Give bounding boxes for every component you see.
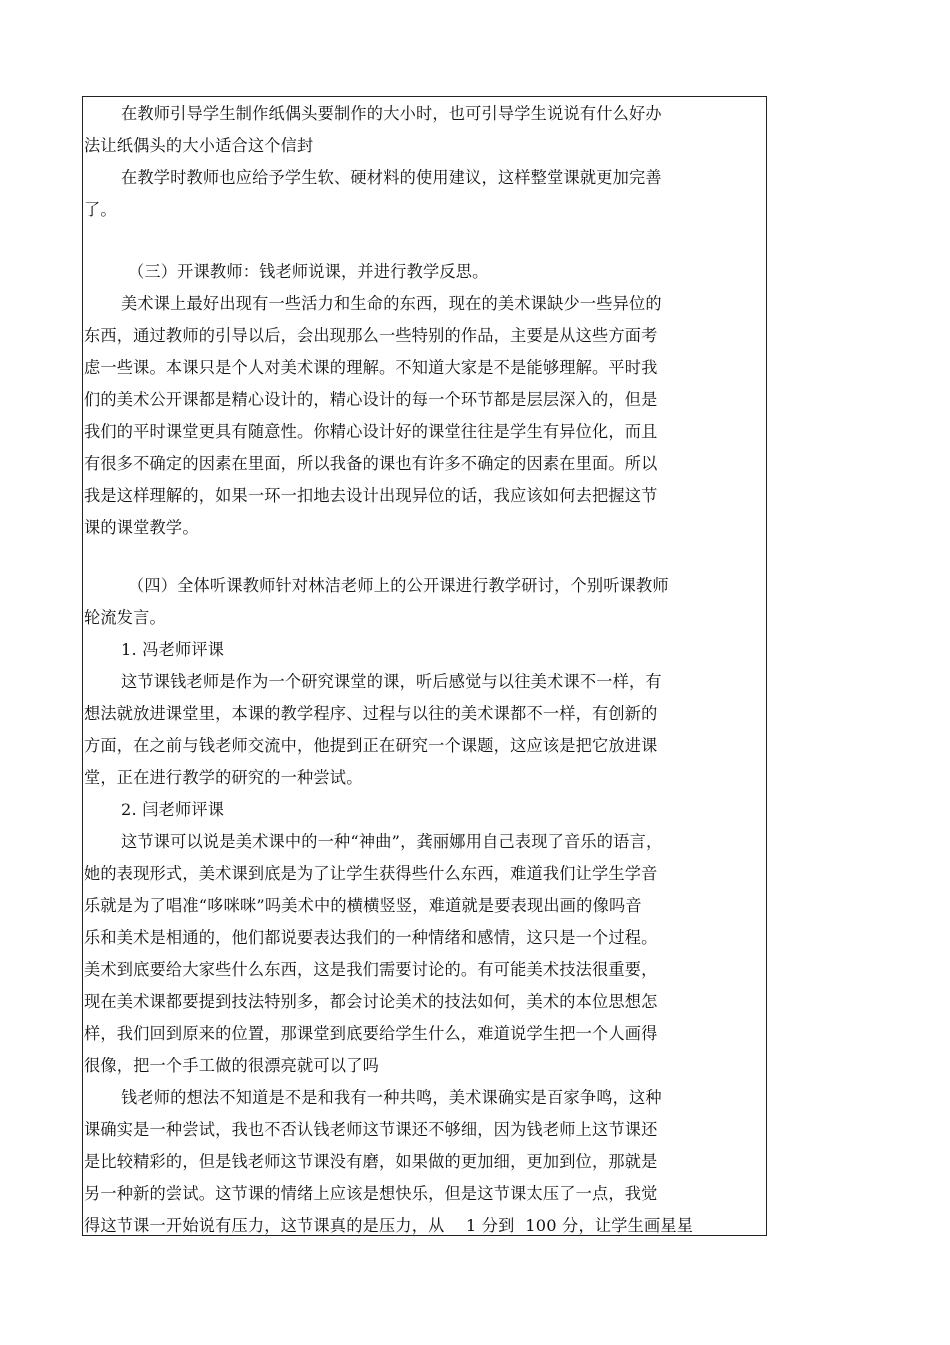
paragraph-line: 虑一些课。本课只是个人对美术课的理解。不知道大家是不是能够理解。平时我 [84,358,658,377]
paragraph-line: 我是这样理解的，如果一环一扣地去设计出现异位的话，我应该如何去把握这节 [84,486,658,505]
subheading: 2. 闫老师评课 [121,800,225,819]
paragraph-line: 很像，把一个手工做的很漂亮就可以了吗 [84,1056,379,1075]
paragraph-line: 她的表现形式，美术课到底是为了让学生获得些什么东西，难道我们让学生学音 [84,864,658,883]
paragraph-line: 样，我们回到原来的位置，那课堂到底要给学生什么，难道说学生把一个人画得 [84,1024,658,1043]
paragraph-line: 在教师引导学生制作纸偶头要制作的大小时，也可引导学生说说有什么好办 [121,104,662,123]
paragraph-line: 这节课钱老师是作为一个研究课堂的课，听后感觉与以往美术课不一样，有 [121,672,662,691]
paragraph-line: 乐和美术是相通的，他们都说要表达我们的一种情绪和感情，这只是一个过程。 [84,928,658,947]
paragraph-line: 美术课上最好出现有一些活力和生命的东西，现在的美术课缺少一些异位的 [121,294,662,313]
paragraph-line: 东西，通过教师的引导以后，会出现那么一些特别的作品，主要是从这些方面考 [84,326,658,345]
paragraph-line: 想法就放进课堂里，本课的教学程序、过程与以往的美术课都不一样，有创新的 [84,704,658,723]
paragraph-line: 了。 [84,200,117,219]
paragraph-line: 这节课可以说是美术课中的一种“神曲”，龚丽娜用自己表现了音乐的语言， [121,832,663,851]
paragraph-line: 们的美术公开课都是精心设计的，精心设计的每一个环节都是层层深入的，但是 [84,390,658,409]
section-heading: （四）全体听课教师针对林洁老师上的公开课进行教学研讨，个别听课教师 [128,576,669,595]
paragraph-line: 有很多不确定的因素在里面，所以我备的课也有许多不确定的因素在里面。所以 [84,454,658,473]
section-heading: （三）开课教师：钱老师说课，并进行教学反思。 [128,262,489,281]
paragraph-line: 乐就是为了唱准“哆咪咪”吗美术中的横横竖竖，难道就是要表现出画的像吗音 [84,896,642,915]
paragraph-line: 是比较精彩的，但是钱老师这节课没有磨，如果做的更加细，更加到位，那就是 [84,1152,658,1171]
paragraph-line: 法让纸偶头的大小适合这个信封 [84,136,314,155]
paragraph-line: 方面，在之前与钱老师交流中，他提到正在研究一个课题，这应该是把它放进课 [84,736,658,755]
paragraph-line: 现在美术课都要提到技法特别多，都会讨论美术的技法如何，美术的本位思想怎 [84,992,658,1011]
paragraph-line: 课确实是一种尝试，我也不否认钱老师这节课还不够细，因为钱老师上这节课还 [84,1120,658,1139]
paragraph-line: 轮流发言。 [84,608,166,627]
paragraph-line: 课的课堂教学。 [84,518,199,537]
paragraph-line: 得这节课一开始说有压力，这节课真的是压力，从 1 分到 100 分，让学生画星星 [84,1216,694,1235]
paragraph-line: 钱老师的想法不知道是不是和我有一种共鸣，美术课确实是百家争鸣，这种 [121,1088,662,1107]
paragraph-line: 美术到底要给大家些什么东西，这是我们需要讨论的。有可能美术技法很重要， [84,960,658,979]
paragraph-line: 堂，正在进行教学的研究的一种尝试。 [84,768,363,787]
paragraph-line: 我们的平时课堂更具有随意性。你精心设计好的课堂往往是学生有异位化，而且 [84,422,658,441]
subheading: 1. 冯老师评课 [121,640,225,659]
paragraph-line: 在教学时教师也应给予学生软、硬材料的使用建议，这样整堂课就更加完善 [121,168,662,187]
paragraph-line: 另一种新的尝试。这节课的情绪上应该是想快乐，但是这节课太压了一点，我觉 [84,1184,658,1203]
